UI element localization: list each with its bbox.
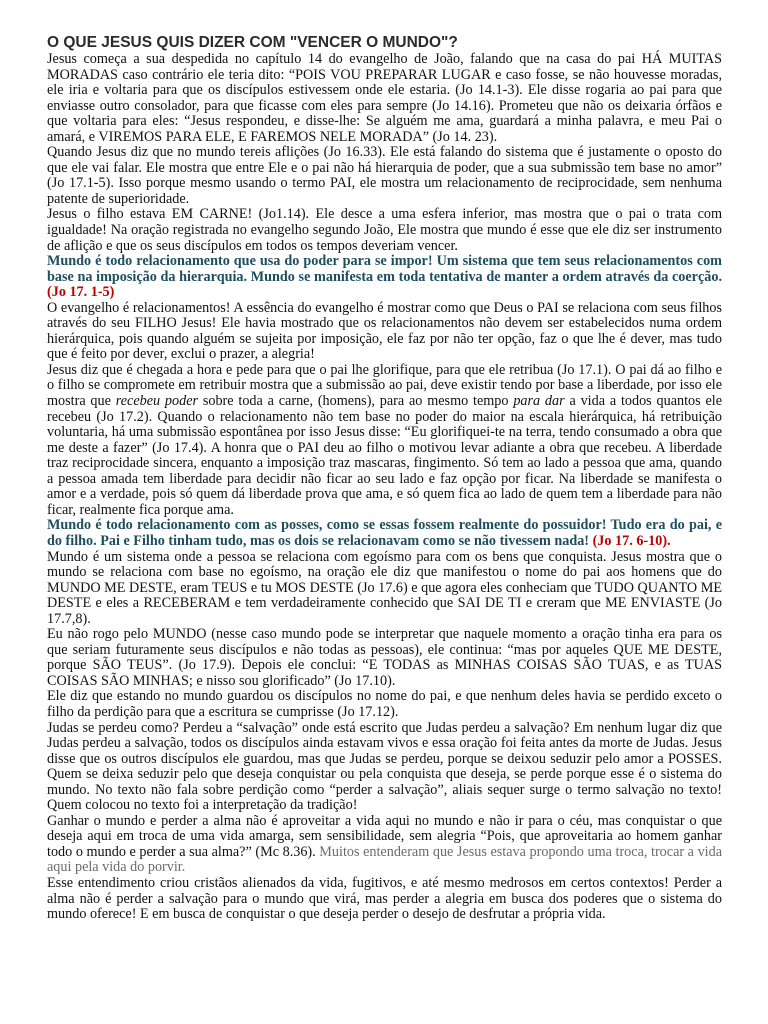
paragraph-4: O evangelho é relacionamentos! A essência do evangelho é mostrar como que Deus o PAI se relaciona com seus filhos através do seu FILHO Jesus! Ele havia mostrado que os relacionamentos não devem ser estabelecidos numa ordem hierárquica, pois quando alguém se sujeita por imposição, ele faz por não ter opção, faz o que lhe é dever, mas tudo que é feito por dever, exclui o prazer, a alegria! [47,299,722,363]
paragraph-10-part-a: Ganhar o mundo e perder a alma não é aproveitar a vida aqui no mundo e não ir para o céu, mas conquistar o que deseja aqui em troca de uma vida amarga, sem sensibilidade, sem alegria “Pois, que aproveitaria ao homem ganhar todo o mundo e perder a sua alma?” (Mc 8.36). [47,812,722,860]
paragraph-6: Mundo é um sistema onde a pessoa se relaciona com egoísmo para com os bens que conquista. Jesus mostra que o mundo se relaciona com base no egoísmo, na oração ele diz que manifestou o nome do pai aos homens que do MUNDO ME DESTE, eram TEUS e tu MOS DESTE (Jo 17.6) e que agora eles conheciam que TUDO QUANTO ME DESTE e eles a RECEBERAM e tem verdadeiramente conhecido que SAI DE TI e creram que ME ENVIASTE (Jo 17.7,8). [47,548,722,627]
paragraph-10-part-b: Muitos entenderam que Jesus estava propondo uma troca, trocar a vida aqui pela vida do porvir. [47,843,722,876]
paragraph-5-part-b: sobre toda a carne, (homens), para ao mesmo tempo [198,393,514,410]
paragraph-5-part-a: Jesus diz que é chegada a hora e pede para que o pai lhe glorifique, para que ele retribua (Jo 17.1). O pai dá ao filho e o filho se compromete em retribuir mostra que a submissão ao pai, deve existir tendo por base a liberdade, por isso ele mostra que [47,361,722,410]
paragraph-5-part-c: a vida a todos quantos ele recebeu (Jo 17.2). Quando o relacionamento não tem base no poder do maior na escala hierárquica, há retribuição voluntaria, há uma submissão espontânea por isso Jesus disse: “Eu glorifiquei-te na terra, tendo consumado a obra que me deste a fazer” (Jo 17.4). A honra que o PAI deu ao filho o motivou levar adiante a obra que recebeu. A liberdade traz reciprocidade sincera, enquanto a imposição traz mascaras, fingimento. Só tem ao lado a pessoa que ama, quando a pessoa amada tem liberdade para decidir não ficar ao seu lado e faz opção por ficar. Na liberdade se manifesta o amor e a verdade, pois só quem dá liberdade prova que ama, e só quem fica ao lado de quem tem a liberdade para não ficar, realmente fica porque ama. [47,393,722,518]
paragraph-5 [47,363,722,518]
paragraph-7: Eu não rogo pelo MUNDO (nesse caso mundo pode se interpretar que naquele momento a oração tinha era para os que seriam futuramente seus discípulos e não todas as pessoas), ele continua: “mas por aqueles QUE ME DESTE, porque SÃO TEUS”. (Jo 17.9). Depois ele conclui: “E TODAS as MINHAS COISAS SÃO TUAS, e as TUAS COISAS SÃO MINHAS; e nisso sou glorificado” (Jo 17.10). [47,626,722,689]
paragraph-10 [47,814,722,876]
paragraph-9: Judas se perdeu como? Perdeu a “salvação” onde está escrito que Judas perdeu a salvação? Em nenhum lugar diz que Judas perdeu a salvação, todos os discípulos ainda estavam vivos e essa oração foi feita antes da morte de Judas. Jesus disse que os outros discípulos ele guardou, mas que Judas se perdeu, porque se deixou seduzir pelo amor a POSSES. Quem se deixa seduzir pelo que deseja conquistar ou pela conquista que deseja, se perde porque esse é o sistema do mundo. No texto não fala sobre perdição como “perder a salvação”, aliais sequer surge o termo salvação no texto! Quem colocou no texto foi a interpretação da tradição! [47,719,722,814]
paragraph-11: Esse entendimento criou cristãos alienados da vida, fugitivos, e até mesmo medrosos em certos contextos! Perder a alma não é perder a salvação para o mundo que virá, mas perder a alegria em busca dos poderes que o sistema do mundo oferece! E em busca de conquistar o que deseja perder o desejo de desfrutar a própria vida. [47,874,722,923]
scripture-reference-1: (Jo 17. 1-5) [47,284,115,301]
highlight-text-2: Mundo é todo relacionamento com as posses, como se essas fossem realmente do possuidor! Tudo era do pai, e do filho. Pai e Filho tinham tudo, mas os dois se relacionavam como se não tivessem nada! [47,517,722,549]
paragraph-2: Quando Jesus diz que no mundo tereis aflições (Jo 16.33). Ele está falando do sistema que é justamente o oposto do que ele vai falar. Ele mostra que entre Ele e o pai não há hierarquia de poder, que a sua submissão tem base no amor” (Jo 17.1-5). Isso porque mesmo usando o termo PAI, ele mostra um relacionamento de reciprocidade, sem nenhuma patente de superioridade. [47,144,722,207]
emphasis-para-dar: para dar [513,393,565,410]
scripture-reference-2: (Jo 17. 6-10). [592,532,671,549]
highlight-paragraph-1 [47,254,722,301]
paragraph-8: Ele diz que estando no mundo guardou os discípulos no nome do pai, e que nenhum deles havia se perdido exceto o filho da perdição para que a escritura se cumprisse (Jo 17.12). [47,688,722,720]
paragraph-1: Jesus começa a sua despedida no capítulo 14 do evangelho de João, falando que na casa do pai HÁ MUITAS MORADAS caso contrário ele teria dito: “POIS VOU PREPARAR LUGAR e caso fosse, se não houvesse moradas, ele iria e voltaria para que os discípulos estivessem onde ele estaria. (Jo 14.1-3). Ele disse rogaria ao pai para que enviasse outro consolador, para que ficasse com eles para sempre (Jo 14.16). Prometeu que não os deixaria órfãos e que voltaria para eles: “Jesus respondeu, e disse-lhe: Se alguém me ama, guardará a minha palavra, e meu Pai o amará, e VIREMOS PARA ELE, E FAREMOS NELE MORADA” (Jo 14. 23). [47,51,722,145]
page-title: O QUE JESUS QUIS DIZER COM "VENCER O MUNDO"? [47,34,458,51]
highlight-text-1: Mundo é todo relacionamento que usa do poder para se impor! Um sistema que tem seus relacionamentos com base na imposição da hierarquia. Mundo se manifesta em toda tentativa de manter a ordem através da coerção. [47,253,722,285]
highlight-paragraph-2 [47,518,722,549]
document-page [47,34,722,923]
paragraph-3: Jesus o filho estava EM CARNE! (Jo1.14). Ele desce a uma esfera inferior, mas mostra que o pai o trata com igualdade! Na oração registrada no evangelho segundo João, Ele mostra que mundo é esse que ele diz ser instrumento de aflição e que os seus discípulos em todos os tempos deveriam vencer. [47,206,722,254]
emphasis-recebeu-poder: recebeu poder [115,393,199,410]
